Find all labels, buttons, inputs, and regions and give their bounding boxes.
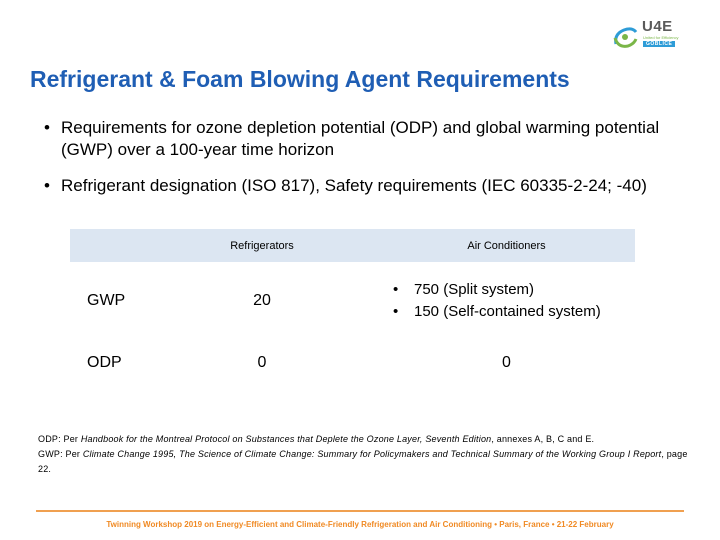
logo-tagline: United for Efficiency bbox=[643, 35, 679, 40]
logo-sub-badge: GOBLICE bbox=[643, 41, 675, 47]
bullet-text: Requirements for ozone depletion potential (ODP) and global warming potential (GWP) over a 100-year time horizon bbox=[61, 118, 660, 159]
footnote-gwp-source: Climate Change 1995, The Science of Climate Change: Summary for Policymakers and Technical Summary of the Working Group I Report bbox=[82, 449, 662, 459]
footnote-odp-source: Handbook for the Montreal Protocol on Substances that Deplete the Ozone Layer, Seventh Edition bbox=[80, 434, 492, 444]
footnotes bbox=[38, 432, 688, 477]
list-item bbox=[393, 301, 634, 323]
bullet-list bbox=[40, 117, 660, 211]
footnote-gwp-prefix: GWP: Per bbox=[38, 449, 83, 459]
row-label-gwp: GWP bbox=[87, 292, 126, 309]
cell-odp-refrigerators: 0 bbox=[257, 354, 267, 371]
footer-divider bbox=[36, 510, 684, 512]
globe-swoosh-icon bbox=[612, 22, 638, 52]
list-item bbox=[393, 279, 634, 301]
bullet-dot: • bbox=[44, 176, 50, 195]
footnote-gwp-suffix: , page 22. bbox=[38, 449, 688, 474]
bullet-dot: • bbox=[393, 303, 399, 320]
header-refrigerators: Refrigerators bbox=[146, 229, 378, 263]
bullet-item bbox=[40, 175, 660, 197]
footnote-odp bbox=[38, 432, 688, 447]
bullet-dot: • bbox=[393, 281, 399, 298]
header-empty-cell bbox=[70, 229, 146, 263]
ac-gwp-split: 750 (Split system) bbox=[414, 281, 535, 298]
header-air-conditioners: Air Conditioners bbox=[378, 229, 635, 263]
ac-gwp-list bbox=[393, 279, 634, 323]
bullet-dot: • bbox=[44, 118, 50, 137]
bullet-text: Refrigerant designation (ISO 817), Safety requirements (IEC 60335-2-24; -40) bbox=[61, 176, 647, 195]
cell-odp-air-conditioners: 0 bbox=[502, 354, 511, 371]
footnote-odp-suffix: , annexes A, B, C and E. bbox=[491, 434, 595, 444]
table-row bbox=[70, 263, 635, 338]
u4e-logo bbox=[612, 18, 692, 58]
bullet-item bbox=[40, 117, 660, 161]
cell-gwp-air-conditioners bbox=[378, 263, 635, 338]
logo-brand-text: U4E bbox=[642, 18, 673, 35]
footnote-gwp bbox=[38, 447, 688, 477]
cell-gwp-refrigerators: 20 bbox=[253, 292, 271, 309]
row-label-odp: ODP bbox=[87, 354, 122, 371]
ac-gwp-self-contained: 150 (Self-contained system) bbox=[414, 303, 601, 320]
requirements-table bbox=[70, 229, 635, 388]
table-header-row bbox=[70, 229, 635, 263]
table-row bbox=[70, 338, 635, 388]
slide-title: Refrigerant & Foam Blowing Agent Requirements bbox=[30, 66, 570, 92]
footer-text: Twinning Workshop 2019 on Energy-Efficient and Climate-Friendly Refrigeration and Air Conditioning • Paris, France • 21-22 February bbox=[106, 520, 614, 529]
footnote-odp-prefix: ODP: Per bbox=[38, 434, 81, 444]
